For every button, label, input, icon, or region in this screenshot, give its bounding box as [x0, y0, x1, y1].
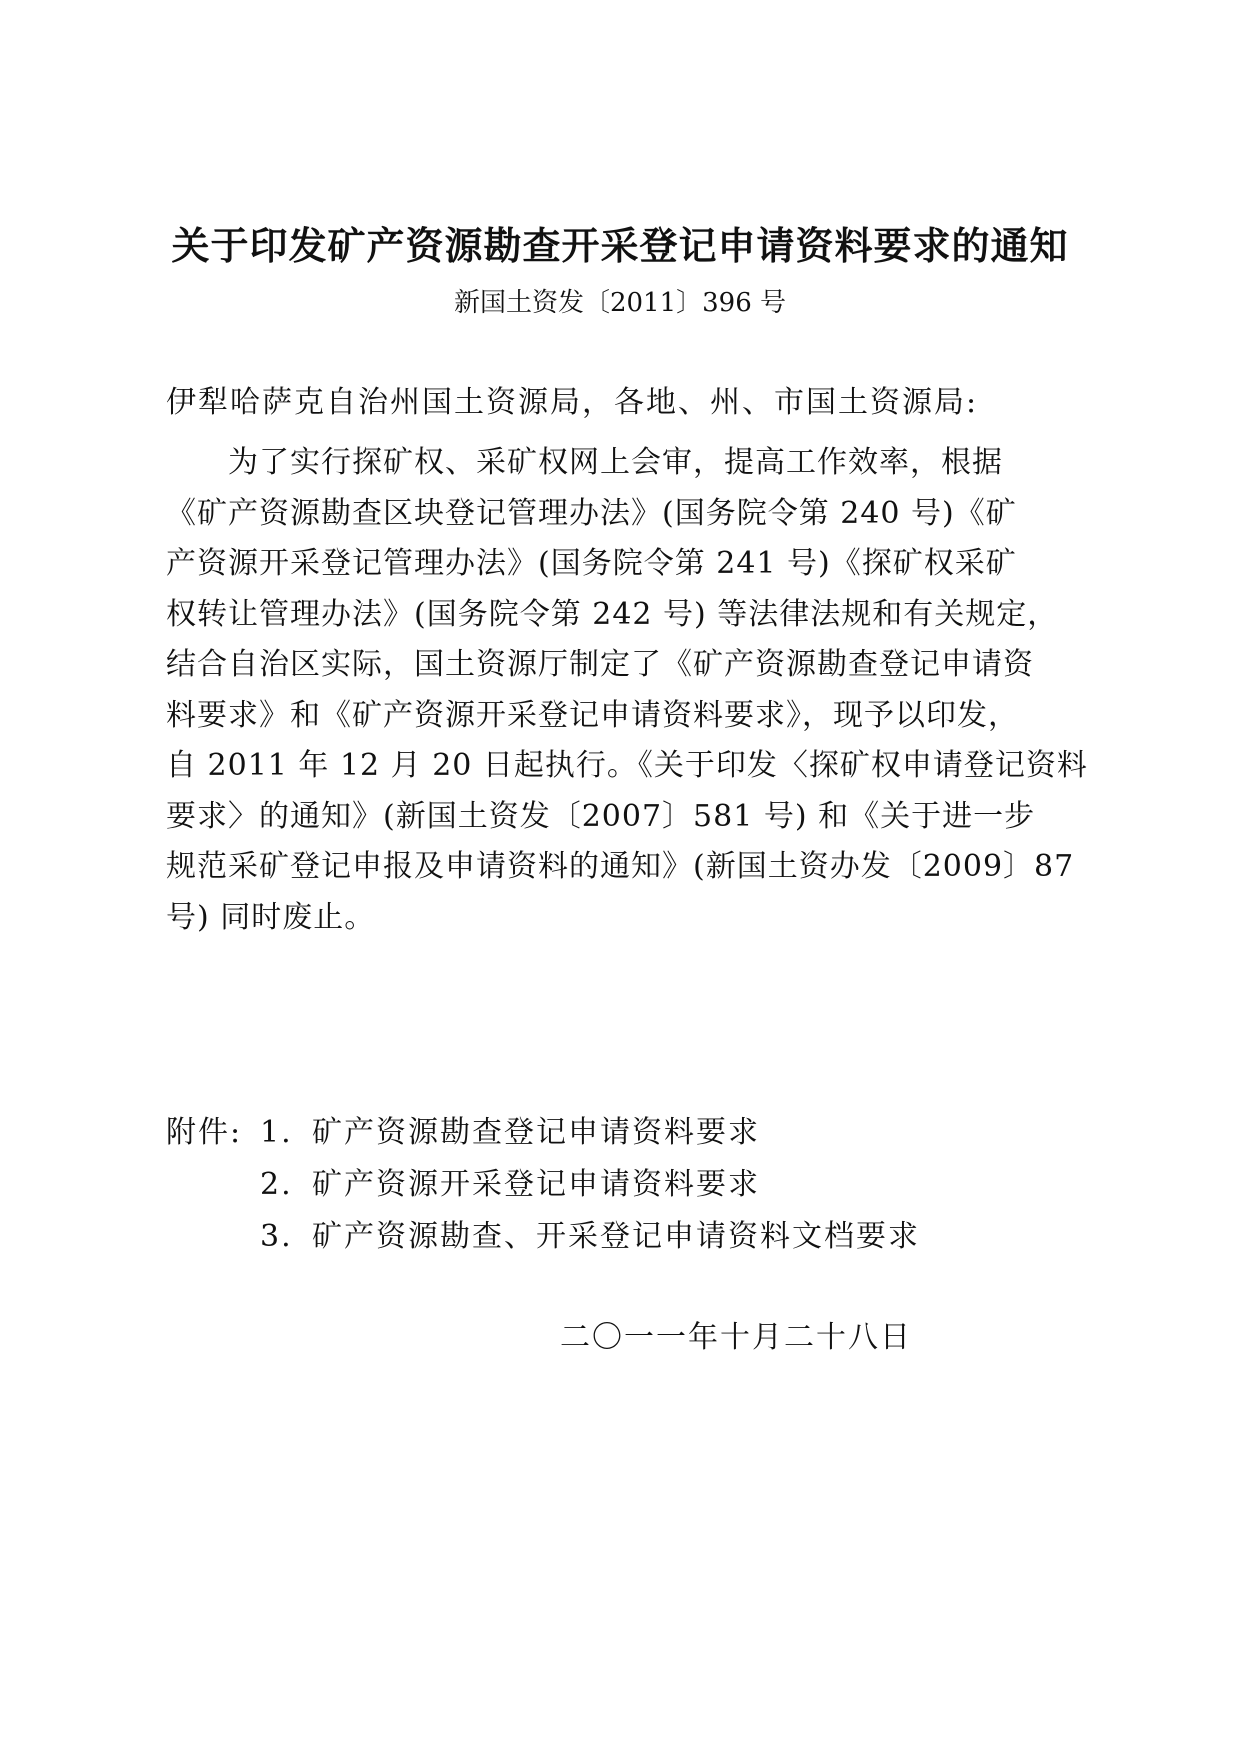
- body-line: 号) 同时废止。: [166, 899, 376, 935]
- body-text: [166, 438, 1086, 943]
- body-line: 要求〉的通知》(新国土资发〔2007〕581 号) 和《关于进一步: [166, 798, 1036, 834]
- body-line: 结合自治区实际，国土资源厅制定了《矿产资源勘查登记申请资: [166, 647, 1034, 682]
- document-date: 二〇一一年十月二十八日: [560, 1320, 912, 1355]
- attachment-title: 矿产资源勘查、开采登记申请资料文档要求: [312, 1219, 920, 1254]
- body-line: 《矿产资源勘查区块登记管理办法》(国务院令第 240 号)《矿: [166, 495, 1017, 531]
- body-line: 权转让管理办法》(国务院令第 242 号) 等法律法规和有关规定，: [166, 596, 1059, 632]
- document-title: 关于印发矿产资源勘查开采登记申请资料要求的通知: [171, 223, 1069, 268]
- attachments-list: [166, 1107, 1066, 1263]
- attachment-title: 矿产资源开采登记申请资料要求: [312, 1167, 760, 1202]
- body-line: 为了实行探矿权、采矿权网上会审，提高工作效率，根据: [228, 445, 1003, 480]
- attachment-number: 2.: [260, 1167, 293, 1202]
- attachment-title: 矿产资源勘查登记申请资料要求: [312, 1115, 760, 1150]
- body-line: 自 2011 年 12 月 20 日起执行。《关于印发〈探矿权申请登记资料: [166, 748, 1088, 783]
- document-number: 新国土资发〔2011〕396 号: [453, 288, 787, 318]
- attachment-item: [166, 1107, 1066, 1159]
- attachment-item: [166, 1211, 1066, 1263]
- attachment-number: 1.: [260, 1115, 293, 1150]
- body-line: 规范采矿登记申报及申请资料的通知》(新国土资办发〔2009〕87: [166, 849, 1075, 884]
- attachment-item: [166, 1159, 1066, 1211]
- addressee: 伊犁哈萨克自治州国土资源局，各地、州、市国土资源局:: [166, 385, 979, 420]
- body-line: 料要求》和《矿产资源开采登记申请资料要求》，现予以印发，: [166, 697, 1019, 733]
- attachments-label: 附件:: [166, 1115, 243, 1150]
- body-line: 产资源开采登记管理办法》(国务院令第 241 号)《探矿权采矿: [166, 546, 1017, 581]
- attachment-number: 3.: [260, 1219, 293, 1254]
